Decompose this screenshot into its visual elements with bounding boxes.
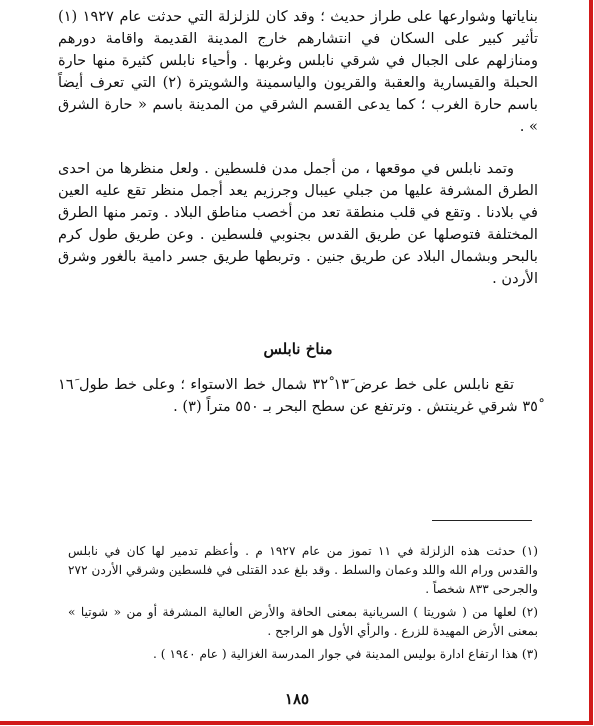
body-paragraph-3: تقع نابلس على خط عرض ١٣َ ٣٢ْ شمال خط الاستواء ؛ وعلى خط طول ١٦َ ٣٥ْ شرقي غرينتش . وترتفع عن سطح البحر بـ ٥٥٠ متراً (٣) . xyxy=(58,376,538,415)
footnote-3: (٣) هذا ارتفاع ادارة بوليس المدينة في جوار المدرسة الغزالية ( عام ١٩٤٠ ) . xyxy=(153,647,538,661)
body-paragraph-1: بناياتها وشوارعها على طراز حديث ؛ وقد كان للزلزلة التي حدثت عام ١٩٢٧ (١) تأثير كبير على السكان في انتشارهم خارج المدينة القديمة واقامة دورهم ومنازلهم على الجبال في شرقي نابلس وغربها . وأحياء نابلس كثيرة منها حارة الحبلة والقيسارية والعقبة والقريون والياسمينة والشويترة (٢) التي تعرف أيضاً باسم حارة الغرب ؛ كما يدعى القسم الشرقي من المدينة باسم « حارة الشرق » . xyxy=(58,8,539,135)
footnote-separator xyxy=(432,520,532,521)
footnote-1: (١) حدثت هذه الزلزلة في ١١ تموز من عام ١٩٢٧ م . وأعظم تدمير لها كان في نابلس والقدس ورام الله واللد وعمان والسلط . وقد بلغ عدد القتلى في فلسطين وشرقي الأردن ٢٧٢ والجرحى ٨٣٣ شخصاً . xyxy=(68,544,539,596)
section-heading: مناخ نابلس xyxy=(263,340,333,358)
body-paragraph-2: وتمد نابلس في موقعها ، من أجمل مدن فلسطين . ولعل منظرها من احدى الطرق المشرفة عليها من جبلي عيبال وجرزيم يعد أجمل منظر تقع عليه العين في بلادنا . وتقع في قلب منطقة تعد من أخصب مناطق البلاد . وتمر منها الطرق المختلفة فتوصلها عن طريق القدس بجنوبي فلسطين . وعن طريق طول كرم بالبحر وبشمال البلاد عن طريق جنين . وتربطها طريق جسر دامية بالغور وشرق الأردن . xyxy=(58,160,538,287)
page-number: ١٨٥ xyxy=(284,690,310,708)
footnote-2: (٢) لعلها من ( شوريتا ) السريانية بمعنى الحافة والأرض العالية المشرفة أو من « شوتيا » بمعنى الأرض المهيدة للزرع . والرأي الأول هو الراجح . xyxy=(68,605,538,638)
footnotes xyxy=(68,542,538,668)
page-body xyxy=(58,6,538,418)
